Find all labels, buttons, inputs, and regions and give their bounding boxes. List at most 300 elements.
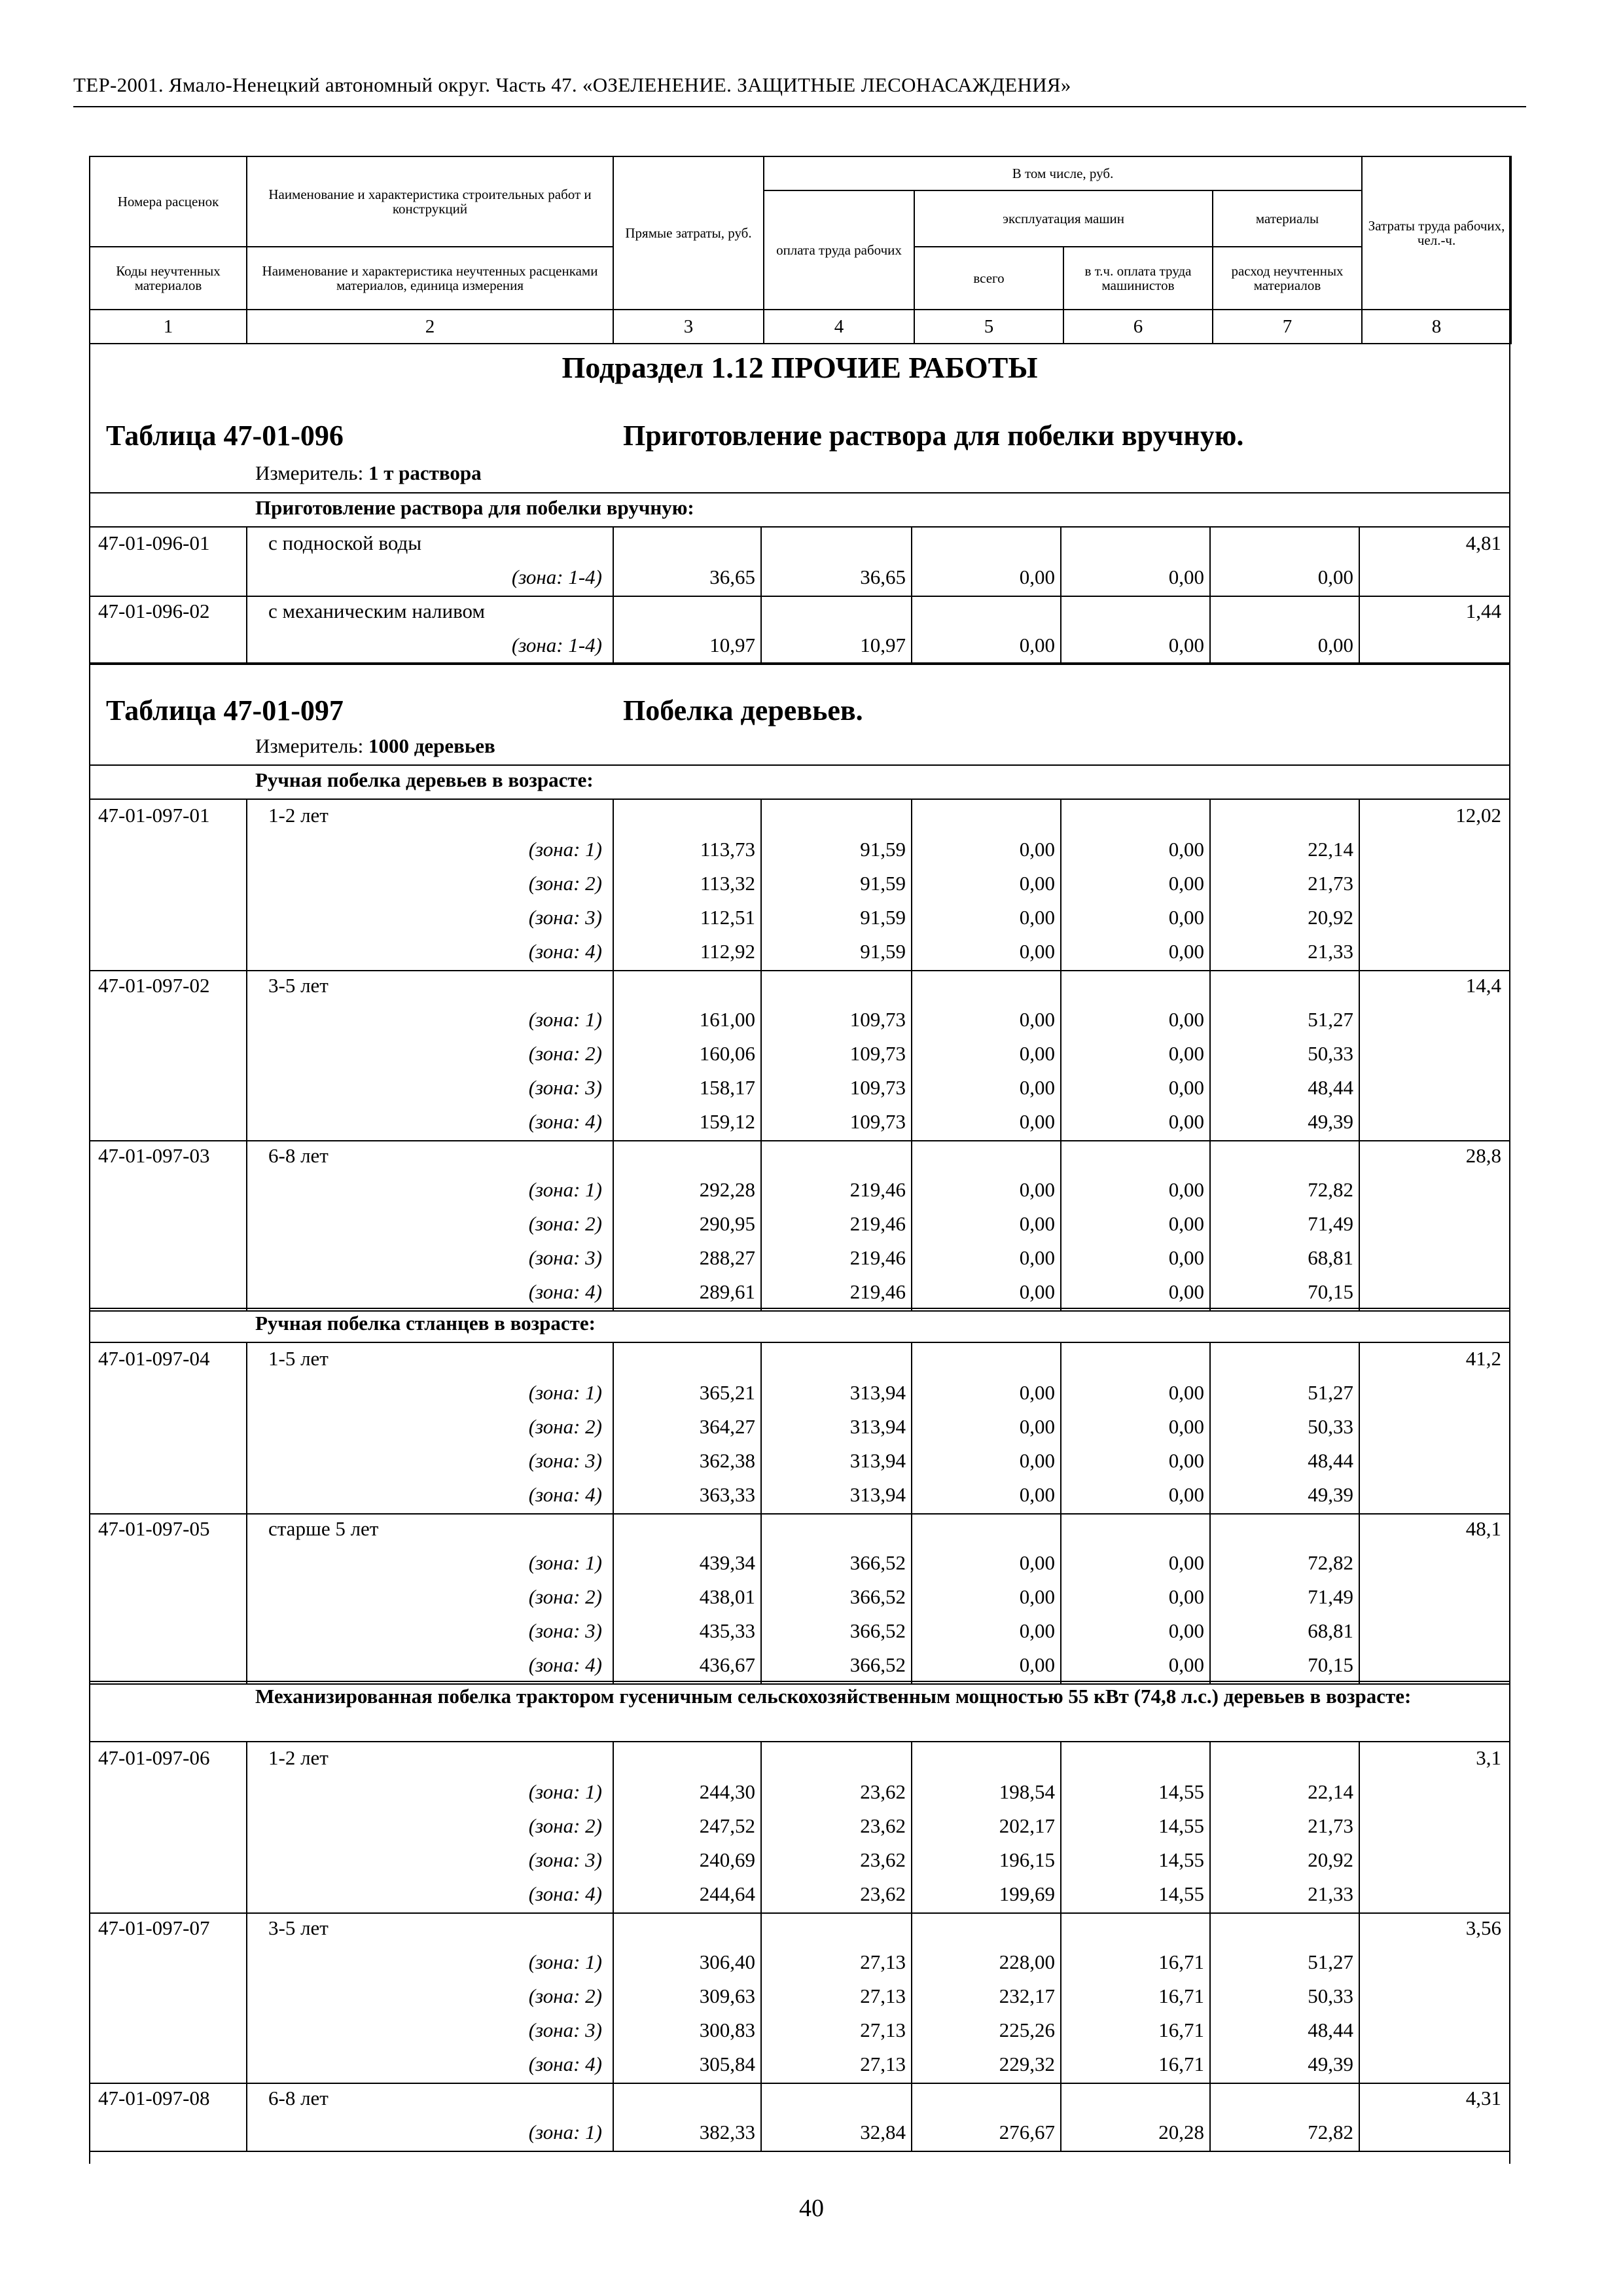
cost-value: 0,00 bbox=[1019, 1415, 1055, 1438]
cost-value: 23,62 bbox=[860, 1780, 906, 1803]
labor-value: 14,4 bbox=[1465, 974, 1501, 997]
zone-label: (зона: 2) bbox=[528, 1585, 602, 1608]
column-divider bbox=[911, 2083, 912, 2151]
row-divider bbox=[89, 492, 1510, 493]
row-divider bbox=[89, 664, 1510, 665]
column-divider bbox=[1060, 1742, 1061, 1912]
cost-value: 159,12 bbox=[699, 1110, 755, 1133]
header-rule bbox=[73, 106, 1526, 107]
measure-line bbox=[255, 461, 482, 485]
cost-value: 16,71 bbox=[1158, 2018, 1204, 2041]
column-divider bbox=[1060, 528, 1061, 596]
labor-value: 3,56 bbox=[1465, 1916, 1501, 1939]
col-number: 4 bbox=[764, 310, 914, 344]
col-worker-pay: оплата труда рабочих bbox=[764, 190, 914, 310]
zone-label: (зона: 3) bbox=[528, 1449, 602, 1472]
cost-value: 0,00 bbox=[1168, 565, 1204, 588]
cost-value: 71,49 bbox=[1308, 1585, 1353, 1608]
cost-value: 16,71 bbox=[1158, 1950, 1204, 1973]
column-divider bbox=[1060, 1912, 1061, 2083]
cost-value: 0,00 bbox=[1168, 1415, 1204, 1438]
column-divider bbox=[760, 1140, 762, 1310]
cost-value: 20,28 bbox=[1158, 2121, 1204, 2144]
group-heading: Приготовление раствора для побелки вручную: bbox=[255, 496, 694, 519]
measure-value: 1 т раствора bbox=[368, 461, 482, 484]
cost-value: 0,00 bbox=[1019, 1551, 1055, 1574]
column-divider bbox=[1209, 528, 1211, 596]
row-divider bbox=[89, 1140, 1510, 1141]
column-divider bbox=[1359, 1742, 1360, 1912]
measure-label: Измеритель: bbox=[255, 461, 364, 484]
rate-name: 1-2 лет bbox=[268, 1746, 329, 1769]
zone-label: (зона: 4) bbox=[528, 1280, 602, 1303]
column-divider bbox=[1060, 1140, 1061, 1310]
cost-value: 0,00 bbox=[1168, 1076, 1204, 1099]
cost-value: 70,15 bbox=[1308, 1653, 1353, 1676]
zone-label: (зона: 3) bbox=[528, 1246, 602, 1269]
cost-value: 91,59 bbox=[860, 838, 906, 861]
cost-value: 158,17 bbox=[699, 1076, 755, 1099]
cost-value: 313,94 bbox=[849, 1415, 906, 1438]
col-materials: материалы bbox=[1213, 190, 1362, 247]
col-rate-numbers: Номера расценок bbox=[90, 156, 247, 247]
cost-value: 14,55 bbox=[1158, 1814, 1204, 1837]
column-divider bbox=[1209, 970, 1211, 1140]
labor-value: 3,1 bbox=[1476, 1746, 1501, 1769]
col-including: В том числе, руб. bbox=[764, 156, 1362, 190]
row-divider bbox=[89, 1342, 1510, 1343]
cost-value: 91,59 bbox=[860, 872, 906, 895]
zone-label: (зона: 1) bbox=[528, 838, 602, 861]
zone-label: (зона: 2) bbox=[528, 872, 602, 895]
rate-code: 47-01-097-04 bbox=[98, 1347, 210, 1370]
cost-value: 0,00 bbox=[1019, 940, 1055, 963]
cost-value: 49,39 bbox=[1308, 1110, 1353, 1133]
zone-label: (зона: 4) bbox=[528, 1653, 602, 1676]
cost-value: 10,97 bbox=[860, 634, 906, 656]
cost-value: 196,15 bbox=[999, 1848, 1055, 1871]
labor-value: 4,81 bbox=[1465, 531, 1501, 554]
measure-label: Измеритель: bbox=[255, 734, 364, 757]
cost-value: 109,73 bbox=[849, 1008, 906, 1031]
cost-value: 20,92 bbox=[1308, 906, 1353, 929]
row-divider bbox=[89, 2083, 1510, 2084]
cost-value: 0,00 bbox=[1168, 1551, 1204, 1574]
cost-value: 229,32 bbox=[999, 2053, 1055, 2075]
col-unaccounted-name: Наименование и характеристика неучтенных расценками материалов, единица измерения bbox=[247, 247, 613, 310]
cost-value: 0,00 bbox=[1168, 634, 1204, 656]
column-divider bbox=[246, 1513, 247, 1683]
column-divider bbox=[246, 1742, 247, 1912]
column-divider bbox=[613, 1513, 614, 1683]
rate-code: 47-01-097-08 bbox=[98, 2087, 210, 2109]
cost-value: 363,33 bbox=[699, 1483, 755, 1506]
cost-value: 51,27 bbox=[1308, 1008, 1353, 1031]
zone-label: (зона: 1) bbox=[528, 2121, 602, 2144]
cost-value: 0,00 bbox=[1019, 1008, 1055, 1031]
column-divider bbox=[1359, 1140, 1360, 1310]
cost-value: 109,73 bbox=[849, 1076, 906, 1099]
column-divider bbox=[613, 1912, 614, 2083]
cost-value: 438,01 bbox=[699, 1585, 755, 1608]
column-divider bbox=[246, 970, 247, 1140]
cost-value: 16,71 bbox=[1158, 2053, 1204, 2075]
column-divider bbox=[1359, 1343, 1360, 1513]
column-divider bbox=[911, 1742, 912, 1912]
cost-value: 0,00 bbox=[1019, 1381, 1055, 1404]
column-divider bbox=[911, 1513, 912, 1683]
row-divider bbox=[89, 1513, 1510, 1515]
column-divider bbox=[911, 528, 912, 596]
zone-label: (зона: 4) bbox=[528, 940, 602, 963]
labor-value: 48,1 bbox=[1465, 1517, 1501, 1540]
cost-value: 219,46 bbox=[849, 1212, 906, 1235]
cost-value: 72,82 bbox=[1308, 1551, 1353, 1574]
cost-value: 27,13 bbox=[860, 1950, 906, 1973]
column-divider bbox=[1209, 1140, 1211, 1310]
cost-value: 21,33 bbox=[1308, 1882, 1353, 1905]
row-divider bbox=[89, 596, 1510, 597]
cost-value: 0,00 bbox=[1019, 838, 1055, 861]
cost-value: 288,27 bbox=[699, 1246, 755, 1269]
cost-value: 23,62 bbox=[860, 1814, 906, 1837]
table-title: Таблица 47-01-096 bbox=[106, 420, 344, 452]
cost-value: 365,21 bbox=[699, 1381, 755, 1404]
rate-code: 47-01-097-01 bbox=[98, 804, 210, 827]
cost-value: 435,33 bbox=[699, 1619, 755, 1642]
cost-value: 0,00 bbox=[1019, 634, 1055, 656]
cost-value: 16,71 bbox=[1158, 1984, 1204, 2007]
column-divider bbox=[1209, 1742, 1211, 1912]
cost-value: 21,33 bbox=[1308, 940, 1353, 963]
col-number: 1 bbox=[90, 310, 247, 344]
cost-value: 50,33 bbox=[1308, 1984, 1353, 2007]
column-divider bbox=[760, 1513, 762, 1683]
cost-value: 0,00 bbox=[1168, 1042, 1204, 1065]
cost-value: 91,59 bbox=[860, 940, 906, 963]
rate-name: с механическим наливом bbox=[268, 600, 486, 622]
cost-value: 0,00 bbox=[1168, 1653, 1204, 1676]
column-divider bbox=[1359, 2083, 1360, 2151]
col-number: 3 bbox=[613, 310, 764, 344]
labor-value: 1,44 bbox=[1465, 600, 1501, 622]
rate-name: 1-2 лет bbox=[268, 804, 329, 827]
column-divider bbox=[760, 1912, 762, 2083]
column-divider bbox=[613, 800, 614, 970]
row-divider bbox=[89, 798, 1510, 800]
rate-code: 47-01-097-07 bbox=[98, 1916, 210, 1939]
cost-value: 0,00 bbox=[1019, 1110, 1055, 1133]
row-divider bbox=[89, 1308, 1510, 1309]
cost-value: 228,00 bbox=[999, 1950, 1055, 1973]
cost-value: 0,00 bbox=[1019, 1619, 1055, 1642]
col-work-name: Наименование и характеристика строительных работ и конструкций bbox=[247, 156, 613, 247]
cost-value: 22,14 bbox=[1308, 838, 1353, 861]
cost-value: 109,73 bbox=[849, 1110, 906, 1133]
column-divider bbox=[246, 596, 247, 664]
rate-name: 3-5 лет bbox=[268, 974, 329, 997]
column-divider bbox=[613, 1343, 614, 1513]
cost-value: 290,95 bbox=[699, 1212, 755, 1235]
column-divider bbox=[1209, 1912, 1211, 2083]
zone-label: (зона: 1) bbox=[528, 1178, 602, 1201]
cost-value: 0,00 bbox=[1168, 1110, 1204, 1133]
cost-value: 36,65 bbox=[709, 565, 755, 588]
cost-value: 0,00 bbox=[1168, 1212, 1204, 1235]
cost-value: 366,52 bbox=[849, 1551, 906, 1574]
zone-label: (зона: 1-4) bbox=[511, 634, 602, 656]
column-divider bbox=[1060, 596, 1061, 664]
cost-value: 160,06 bbox=[699, 1042, 755, 1065]
running-header: ТЕР-2001. Ямало-Ненецкий автономный округ. Часть 47. «ОЗЕЛЕНЕНИЕ. ЗАЩИТНЫЕ ЛЕСОНАСАЖДЕНИЯ» bbox=[73, 73, 1071, 96]
column-divider bbox=[1359, 1912, 1360, 2083]
column-divider bbox=[613, 2083, 614, 2151]
cost-value: 199,69 bbox=[999, 1882, 1055, 1905]
row-divider bbox=[89, 1741, 1510, 1742]
zone-label: (зона: 1) bbox=[528, 1780, 602, 1803]
cost-value: 51,27 bbox=[1308, 1381, 1353, 1404]
column-divider bbox=[911, 800, 912, 970]
cost-value: 112,92 bbox=[700, 940, 755, 963]
cost-value: 21,73 bbox=[1308, 872, 1353, 895]
cost-value: 0,00 bbox=[1019, 1178, 1055, 1201]
zone-label: (зона: 4) bbox=[528, 2053, 602, 2075]
column-divider bbox=[246, 1912, 247, 2083]
cost-value: 309,63 bbox=[699, 1984, 755, 2007]
cost-value: 27,13 bbox=[860, 1984, 906, 2007]
cost-value: 382,33 bbox=[699, 2121, 755, 2144]
row-divider bbox=[89, 764, 1510, 766]
cost-value: 219,46 bbox=[849, 1280, 906, 1303]
cost-value: 0,00 bbox=[1317, 634, 1353, 656]
cost-value: 48,44 bbox=[1308, 1076, 1353, 1099]
column-divider bbox=[1359, 800, 1360, 970]
col-machinist-pay: в т.ч. оплата труда машинистов bbox=[1063, 247, 1213, 310]
cost-value: 198,54 bbox=[999, 1780, 1055, 1803]
zone-label: (зона: 3) bbox=[528, 906, 602, 929]
cost-value: 22,14 bbox=[1308, 1780, 1353, 1803]
cost-value: 50,33 bbox=[1308, 1042, 1353, 1065]
column-header-table bbox=[89, 156, 1512, 344]
rate-name: 1-5 лет bbox=[268, 1347, 329, 1370]
cost-value: 14,55 bbox=[1158, 1848, 1204, 1871]
cost-value: 0,00 bbox=[1168, 1246, 1204, 1269]
column-divider bbox=[911, 1343, 912, 1513]
column-divider bbox=[1060, 1513, 1061, 1683]
rate-name: 6-8 лет bbox=[268, 2087, 329, 2109]
cost-value: 70,15 bbox=[1308, 1280, 1353, 1303]
cost-value: 113,32 bbox=[700, 872, 755, 895]
cost-value: 219,46 bbox=[849, 1246, 906, 1269]
zone-label: (зона: 3) bbox=[528, 1848, 602, 1871]
cost-value: 72,82 bbox=[1308, 2121, 1353, 2144]
cost-value: 0,00 bbox=[1019, 1653, 1055, 1676]
cost-value: 161,00 bbox=[699, 1008, 755, 1031]
cost-value: 0,00 bbox=[1019, 1076, 1055, 1099]
cost-value: 48,44 bbox=[1308, 1449, 1353, 1472]
column-divider bbox=[613, 596, 614, 664]
zone-label: (зона: 1) bbox=[528, 1381, 602, 1404]
cost-value: 0,00 bbox=[1168, 1449, 1204, 1472]
column-divider bbox=[246, 2083, 247, 2151]
cost-value: 23,62 bbox=[860, 1882, 906, 1905]
group-heading: Ручная побелка деревьев в возрасте: bbox=[255, 768, 594, 791]
cost-value: 0,00 bbox=[1168, 1585, 1204, 1608]
column-divider bbox=[1060, 970, 1061, 1140]
cost-value: 0,00 bbox=[1317, 565, 1353, 588]
zone-label: (зона: 2) bbox=[528, 1415, 602, 1438]
labor-value: 28,8 bbox=[1465, 1144, 1501, 1167]
cost-value: 244,30 bbox=[699, 1780, 755, 1803]
column-divider bbox=[246, 1343, 247, 1513]
group-heading: Механизированная побелка трактором гусеничным сельскохозяйственным мощностью 55 кВт (74,8 л.с.) деревьев в возрасте: bbox=[255, 1685, 1412, 1708]
col-unaccounted-codes: Коды неучтенных материалов bbox=[90, 247, 247, 310]
row-divider bbox=[89, 1912, 1510, 1914]
cost-value: 305,84 bbox=[699, 2053, 755, 2075]
measure-value: 1000 деревьев bbox=[368, 734, 495, 757]
cost-value: 72,82 bbox=[1308, 1178, 1353, 1201]
column-divider bbox=[1060, 2083, 1061, 2151]
cost-value: 49,39 bbox=[1308, 2053, 1353, 2075]
cost-value: 306,40 bbox=[699, 1950, 755, 1973]
column-divider bbox=[911, 596, 912, 664]
column-divider bbox=[246, 528, 247, 596]
cost-value: 0,00 bbox=[1168, 906, 1204, 929]
cost-value: 49,39 bbox=[1308, 1483, 1353, 1506]
zone-label: (зона: 1) bbox=[528, 1551, 602, 1574]
column-divider bbox=[1209, 2083, 1211, 2151]
col-number: 8 bbox=[1362, 310, 1511, 344]
column-divider bbox=[613, 970, 614, 1140]
column-divider bbox=[911, 970, 912, 1140]
subsection-title: Подраздел 1.12 ПРОЧИЕ РАБОТЫ bbox=[562, 351, 1038, 384]
cost-value: 244,64 bbox=[699, 1882, 755, 1905]
column-divider bbox=[760, 528, 762, 596]
zone-label: (зона: 1) bbox=[528, 1008, 602, 1031]
cost-value: 0,00 bbox=[1019, 872, 1055, 895]
cost-value: 0,00 bbox=[1168, 1280, 1204, 1303]
cost-value: 225,26 bbox=[999, 2018, 1055, 2041]
cost-value: 32,84 bbox=[860, 2121, 906, 2144]
rate-code: 47-01-097-03 bbox=[98, 1144, 210, 1167]
cost-value: 112,51 bbox=[700, 906, 755, 929]
col-unaccounted-materials: расход неучтенных материалов bbox=[1213, 247, 1362, 310]
row-divider bbox=[89, 1683, 1510, 1685]
row-divider bbox=[89, 2151, 1510, 2152]
zone-label: (зона: 3) bbox=[528, 1619, 602, 1642]
cost-value: 68,81 bbox=[1308, 1619, 1353, 1642]
col-number: 2 bbox=[247, 310, 613, 344]
cost-value: 439,34 bbox=[699, 1551, 755, 1574]
cost-value: 36,65 bbox=[860, 565, 906, 588]
cost-value: 48,44 bbox=[1308, 2018, 1353, 2041]
zone-label: (зона: 1) bbox=[528, 1950, 602, 1973]
cost-value: 313,94 bbox=[849, 1449, 906, 1472]
cost-value: 292,28 bbox=[699, 1178, 755, 1201]
group-heading: Ручная побелка стланцев в возрасте: bbox=[255, 1312, 596, 1335]
cost-value: 0,00 bbox=[1168, 1381, 1204, 1404]
cost-value: 0,00 bbox=[1168, 940, 1204, 963]
column-divider bbox=[613, 1140, 614, 1310]
zone-label: (зона: 4) bbox=[528, 1110, 602, 1133]
rate-name: с подноской воды bbox=[268, 531, 422, 554]
cost-value: 20,92 bbox=[1308, 1848, 1353, 1871]
column-divider bbox=[246, 800, 247, 970]
cost-value: 109,73 bbox=[849, 1042, 906, 1065]
column-divider bbox=[613, 1742, 614, 1912]
zone-label: (зона: 2) bbox=[528, 1212, 602, 1235]
cost-value: 0,00 bbox=[1168, 838, 1204, 861]
cost-value: 247,52 bbox=[699, 1814, 755, 1837]
cost-value: 219,46 bbox=[849, 1178, 906, 1201]
cost-value: 91,59 bbox=[860, 906, 906, 929]
table-name: Приготовление раствора для побелки вручную. bbox=[623, 420, 1244, 452]
rate-name: 6-8 лет bbox=[268, 1144, 329, 1167]
row-divider bbox=[89, 1681, 1510, 1682]
cost-value: 276,67 bbox=[999, 2121, 1055, 2144]
column-divider bbox=[1359, 596, 1360, 664]
col-number: 5 bbox=[914, 310, 1063, 344]
column-divider bbox=[1359, 528, 1360, 596]
rate-code: 47-01-097-02 bbox=[98, 974, 210, 997]
measure-line bbox=[255, 734, 495, 758]
cost-value: 0,00 bbox=[1019, 1585, 1055, 1608]
cost-value: 113,73 bbox=[700, 838, 755, 861]
cost-value: 51,27 bbox=[1308, 1950, 1353, 1973]
table-name: Побелка деревьев. bbox=[623, 694, 863, 726]
rate-code: 47-01-097-05 bbox=[98, 1517, 210, 1540]
column-divider bbox=[911, 1140, 912, 1310]
cost-value: 232,17 bbox=[999, 1984, 1055, 2007]
col-direct-costs: Прямые затраты, руб. bbox=[613, 156, 764, 310]
column-divider bbox=[760, 596, 762, 664]
page-number: 40 bbox=[799, 2195, 824, 2222]
cost-value: 21,73 bbox=[1308, 1814, 1353, 1837]
column-divider bbox=[760, 800, 762, 970]
cost-value: 436,67 bbox=[699, 1653, 755, 1676]
column-divider bbox=[1060, 1343, 1061, 1513]
cost-value: 14,55 bbox=[1158, 1882, 1204, 1905]
cost-value: 366,52 bbox=[849, 1585, 906, 1608]
cost-value: 27,13 bbox=[860, 2053, 906, 2075]
column-divider bbox=[1359, 1513, 1360, 1683]
zone-label: (зона: 4) bbox=[528, 1483, 602, 1506]
cost-value: 0,00 bbox=[1168, 1619, 1204, 1642]
cost-value: 0,00 bbox=[1019, 906, 1055, 929]
cost-value: 0,00 bbox=[1019, 1449, 1055, 1472]
column-divider bbox=[911, 1912, 912, 2083]
cost-value: 240,69 bbox=[699, 1848, 755, 1871]
cost-value: 362,38 bbox=[699, 1449, 755, 1472]
cost-value: 0,00 bbox=[1019, 1212, 1055, 1235]
zone-label: (зона: 3) bbox=[528, 1076, 602, 1099]
zone-label: (зона: 2) bbox=[528, 1984, 602, 2007]
cost-value: 68,81 bbox=[1308, 1246, 1353, 1269]
zone-label: (зона: 2) bbox=[528, 1814, 602, 1837]
cost-value: 0,00 bbox=[1019, 1483, 1055, 1506]
cost-value: 313,94 bbox=[849, 1381, 906, 1404]
cost-value: 313,94 bbox=[849, 1483, 906, 1506]
column-divider bbox=[1209, 1513, 1211, 1683]
cost-value: 366,52 bbox=[849, 1653, 906, 1676]
zone-label: (зона: 3) bbox=[528, 2018, 602, 2041]
column-divider bbox=[246, 1140, 247, 1310]
col-labor-costs: Затраты труда рабочих, чел.-ч. bbox=[1362, 156, 1511, 310]
cost-value: 27,13 bbox=[860, 2018, 906, 2041]
rate-code: 47-01-097-06 bbox=[98, 1746, 210, 1769]
cost-value: 366,52 bbox=[849, 1619, 906, 1642]
column-divider bbox=[1359, 970, 1360, 1140]
